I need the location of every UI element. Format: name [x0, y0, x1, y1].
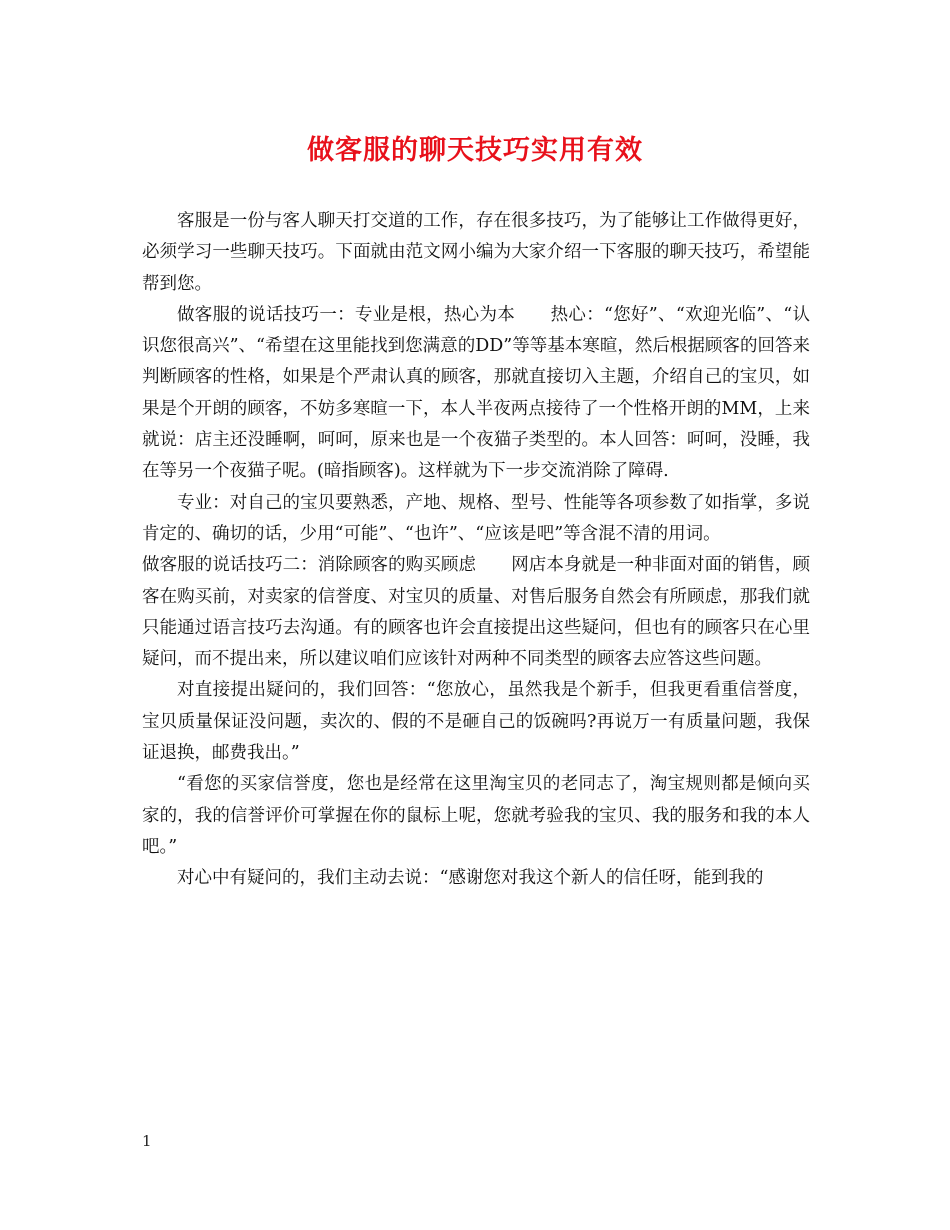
paragraph-professional: 专业：对自己的宝贝要熟悉，产地、规格、型号、性能等各项参数了如指掌，多说肯定的、确切的话，少用“可能”、“也许”、“应该是吧”等含混不清的用词。	[142, 492, 810, 544]
paragraph-direct-answer: 对直接提出疑问的，我们回答：“您放心，虽然我是个新手，但我更看重信誉度，宝贝质量保证没问题，卖次的、假的不是砸自己的饭碗吗?再说万一有质量问题，我保证退换，邮费我出。”	[142, 680, 810, 764]
document-title: 做客服的聊天技巧实用有效	[307, 135, 643, 166]
paragraph-tip-one: 做客服的说话技巧一：专业是根，热心为本 热心：“您好”、“欢迎光临”、“认识您很高兴”、“希望在这里能找到您满意的DD”等等基本寒暄，然后根据顾客的回答来判断顾客的性格，如果是个严肃认真的顾客，那就直接切入主题，介绍自己的宝贝，如果是个开朗的顾客，不妨多寒暄一下，本人半夜两点接待了一个性格开朗的MM，上来就说：店主还没睡啊，呵呵，原来也是一个夜猫子类型的。本人回答：呵呵，没睡，我在等另一个夜猫子呢。(暗指顾客)。这样就为下一步交流消除了障碍.	[142, 304, 810, 482]
document-body	[142, 206, 810, 895]
page-number: 1	[142, 1132, 152, 1150]
paragraph-intro: 客服是一份与客人聊天打交道的工作，存在很多技巧，为了能够让工作做得更好，必须学习一些聊天技巧。下面就由范文网小编为大家介绍一下客服的聊天技巧，希望能帮到您。	[142, 211, 810, 294]
paragraph-buyer-credit: “看您的买家信誉度，您也是经常在这里淘宝贝的老同志了，淘宝规则都是倾向买家的，我的信誉评价可掌握在你的鼠标上呢，您就考验我的宝贝、我的服务和我的本人吧。”	[142, 774, 810, 857]
paragraph-hidden-doubt: 对心中有疑问的，我们主动去说：“感谢您对我这个新人的信任呀，能到我的	[177, 868, 764, 889]
paragraph-tip-two: 做客服的说话技巧二：消除顾客的购买顾虑 网店本身就是一种非面对面的销售，顾客在购买前，对卖家的信誉度、对宝贝的质量、对售后服务自然会有所顾虑，那我们就只能通过语言技巧去沟通。有的顾客也许会直接提出这些疑问，但也有的顾客只在心里疑问，而不提出来，所以建议咱们应该针对两种不同类型的顾客去应答这些问题。	[142, 555, 810, 670]
